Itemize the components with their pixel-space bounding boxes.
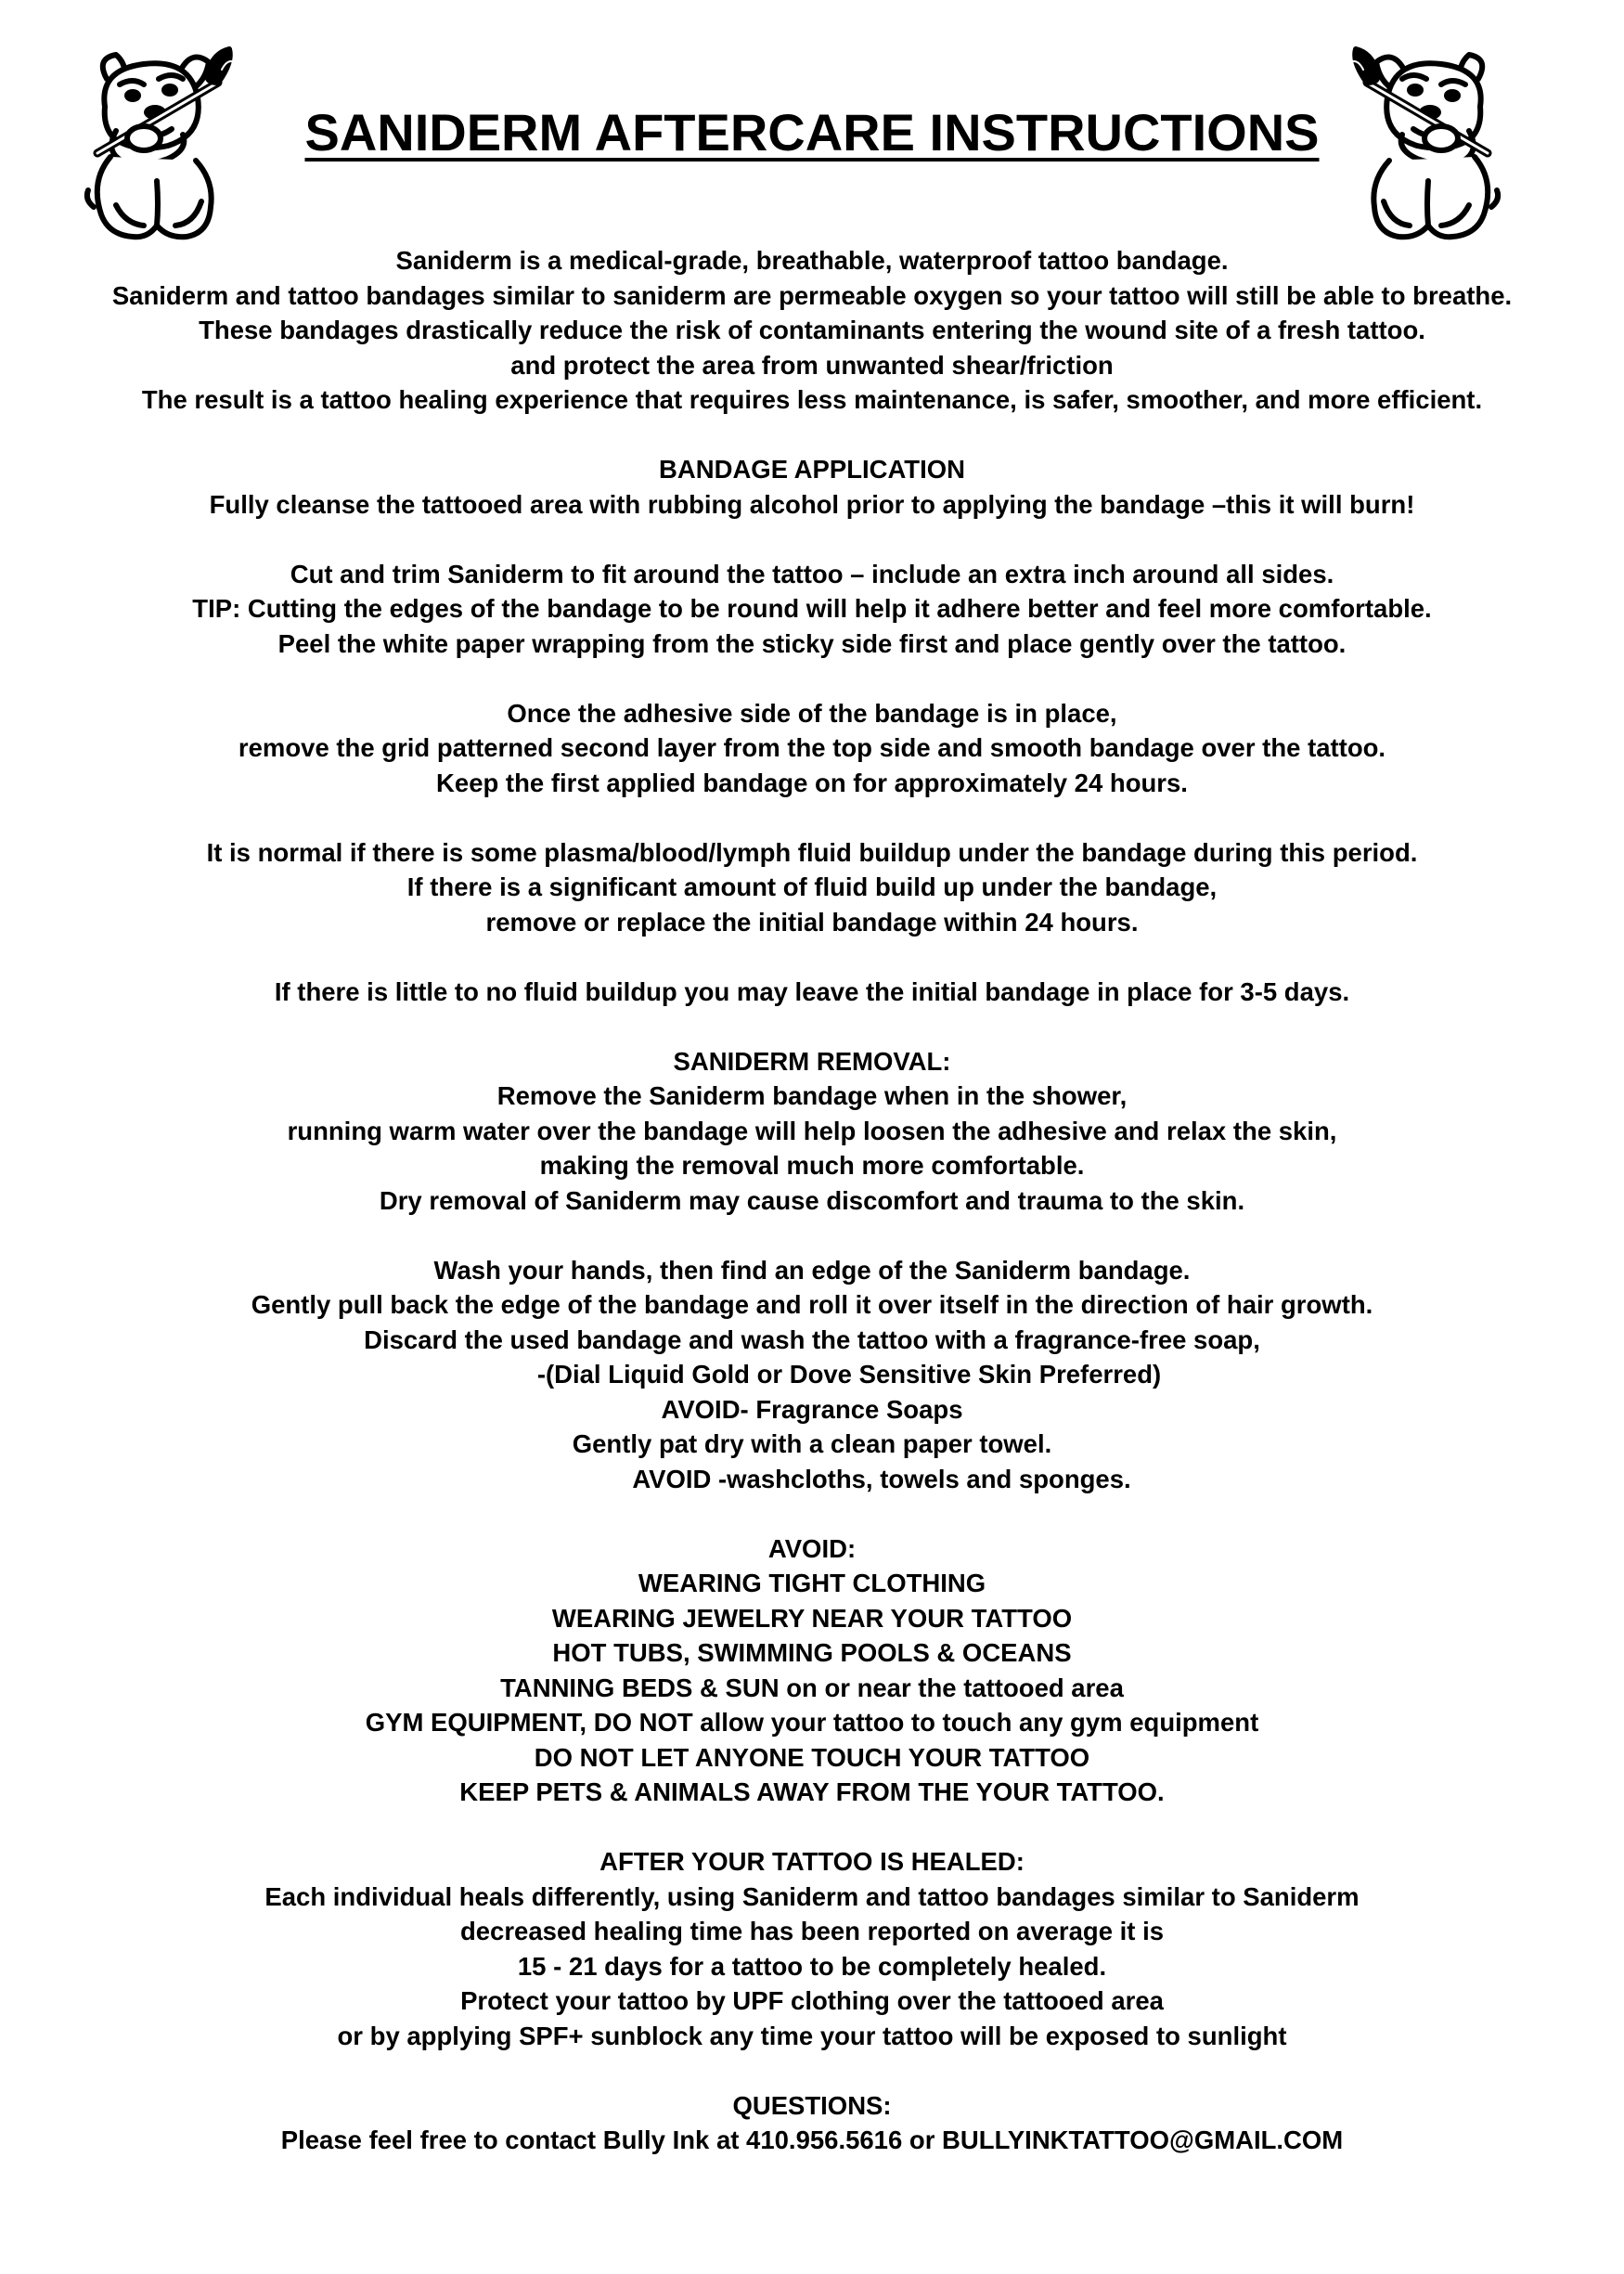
application-line: Cut and trim Saniderm to fit around the tattoo – include an extra inch around all sides. — [290, 559, 1334, 588]
application-line: Fully cleanse the tattooed area with rubbing alcohol prior to applying the bandage –this it will burn! — [209, 489, 1415, 519]
healed-line: Protect your tattoo by UPF clothing over the tattooed area — [460, 1986, 1164, 2015]
avoid-item: GYM EQUIPMENT, DO NOT allow your tattoo to touch any gym equipment — [365, 1708, 1259, 1737]
section-heading-questions: QUESTIONS: — [732, 2090, 892, 2120]
removal-line: AVOID- Fragrance Soaps — [661, 1394, 963, 1424]
removal-line: Gently pull back the edge of the bandage and roll it over itself in the direction of hair growth. — [251, 1290, 1373, 1319]
intro-line: Saniderm and tattoo bandages similar to saniderm are permeable oxygen so your tattoo will still be able to breathe. — [111, 280, 1513, 310]
removal-line: Gently pat dry with a clean paper towel. — [572, 1429, 1052, 1458]
removal-line: Remove the Saniderm bandage when in the shower, — [496, 1081, 1128, 1110]
removal-line: Wash your hands, then find an edge of the Saniderm bandage. — [433, 1255, 1191, 1285]
application-line: Peel the white paper wrapping from the sticky side first and place gently over the tattoo. — [277, 628, 1347, 658]
healed-line: or by applying SPF+ sunblock any time your tattoo will be exposed to sunlight — [337, 2021, 1287, 2050]
avoid-item: TANNING BEDS & SUN on or near the tattooed area — [500, 1673, 1124, 1702]
intro-line: Saniderm is a medical-grade, breathable, waterproof tattoo bandage. — [395, 246, 1229, 275]
removal-line: running warm water over the bandage will help loosen the adhesive and relax the skin, — [287, 1116, 1337, 1145]
intro-line: and protect the area from unwanted shear/friction — [510, 350, 1114, 380]
intro-line: The result is a tattoo healing experience that requires less maintenance, is safer, smoother, and more efficient. — [141, 385, 1483, 414]
application-line: Once the adhesive side of the bandage is in place, — [507, 698, 1117, 728]
removal-line: Discard the used bandage and wash the tattoo with a fragrance-free soap, — [364, 1324, 1260, 1354]
removal-line: Dry removal of Saniderm may cause discomfort and trauma to the skin. — [379, 1185, 1245, 1215]
document-body — [37, 243, 1587, 2158]
intro-paragraph — [37, 243, 1587, 418]
healed-line: decreased healing time has been reported on average it is — [459, 1917, 1165, 1945]
application-line: If there is little to no fluid buildup you may leave the initial bandage in place for 3-5 days. — [274, 976, 1350, 1006]
avoid-item: WEARING TIGHT CLOTHING — [638, 1569, 986, 1597]
section-heading-after-healed: AFTER YOUR TATTOO IS HEALED: — [599, 1847, 1025, 1876]
page-title-text: SANIDERM AFTERCARE INSTRUCTIONS — [304, 103, 1320, 162]
section-heading-bandage-application: BANDAGE APPLICATION — [659, 455, 965, 484]
section-heading-avoid: AVOID: — [767, 1533, 857, 1563]
removal-line: making the removal much more comfortable. — [539, 1151, 1085, 1180]
application-line: If there is a significant amount of fluid build up under the bandage, — [406, 872, 1218, 901]
avoid-item: KEEP PETS & ANIMALS AWAY FROM THE YOUR TATTOO. — [459, 1777, 1165, 1806]
contact-line: Please feel free to contact Bully Ink at 410.956.5616 or BULLYINKTATTOO@GMAIL.COM — [280, 2125, 1344, 2154]
page-title — [0, 100, 1624, 165]
section-heading-saniderm-removal: SANIDERM REMOVAL: — [673, 1046, 951, 1076]
avoid-item: HOT TUBS, SWIMMING POOLS & OCEANS — [552, 1638, 1072, 1667]
application-line: Keep the first applied bandage on for approximately 24 hours. — [436, 768, 1188, 797]
removal-line: AVOID -washcloths, towels and sponges. — [632, 1464, 1131, 1493]
removal-line: -(Dial Liquid Gold or Dove Sensitive Skin Preferred) — [536, 1360, 1162, 1389]
intro-line: These bandages drastically reduce the risk of contaminants entering the wound site of a fresh tattoo. — [199, 316, 1425, 344]
avoid-item: DO NOT LET ANYONE TOUCH YOUR TATTOO — [534, 1742, 1090, 1772]
application-line: remove the grid patterned second layer from the top side and smooth bandage over the tattoo. — [238, 733, 1386, 762]
healed-line: Each individual heals differently, using Saniderm and tattoo bandages similar to Saniderm — [264, 1881, 1360, 1911]
application-line: TIP: Cutting the edges of the bandage to be round will help it adhere better and feel more comfortable. — [192, 594, 1432, 623]
healed-line: 15 - 21 days for a tattoo to be completely healed. — [517, 1951, 1107, 1981]
avoid-item: WEARING JEWELRY NEAR YOUR TATTOO — [551, 1603, 1073, 1633]
application-line: remove or replace the initial bandage within 24 hours. — [485, 907, 1139, 937]
application-line: It is normal if there is some plasma/blood/lymph fluid buildup under the bandage during this period. — [206, 837, 1418, 867]
